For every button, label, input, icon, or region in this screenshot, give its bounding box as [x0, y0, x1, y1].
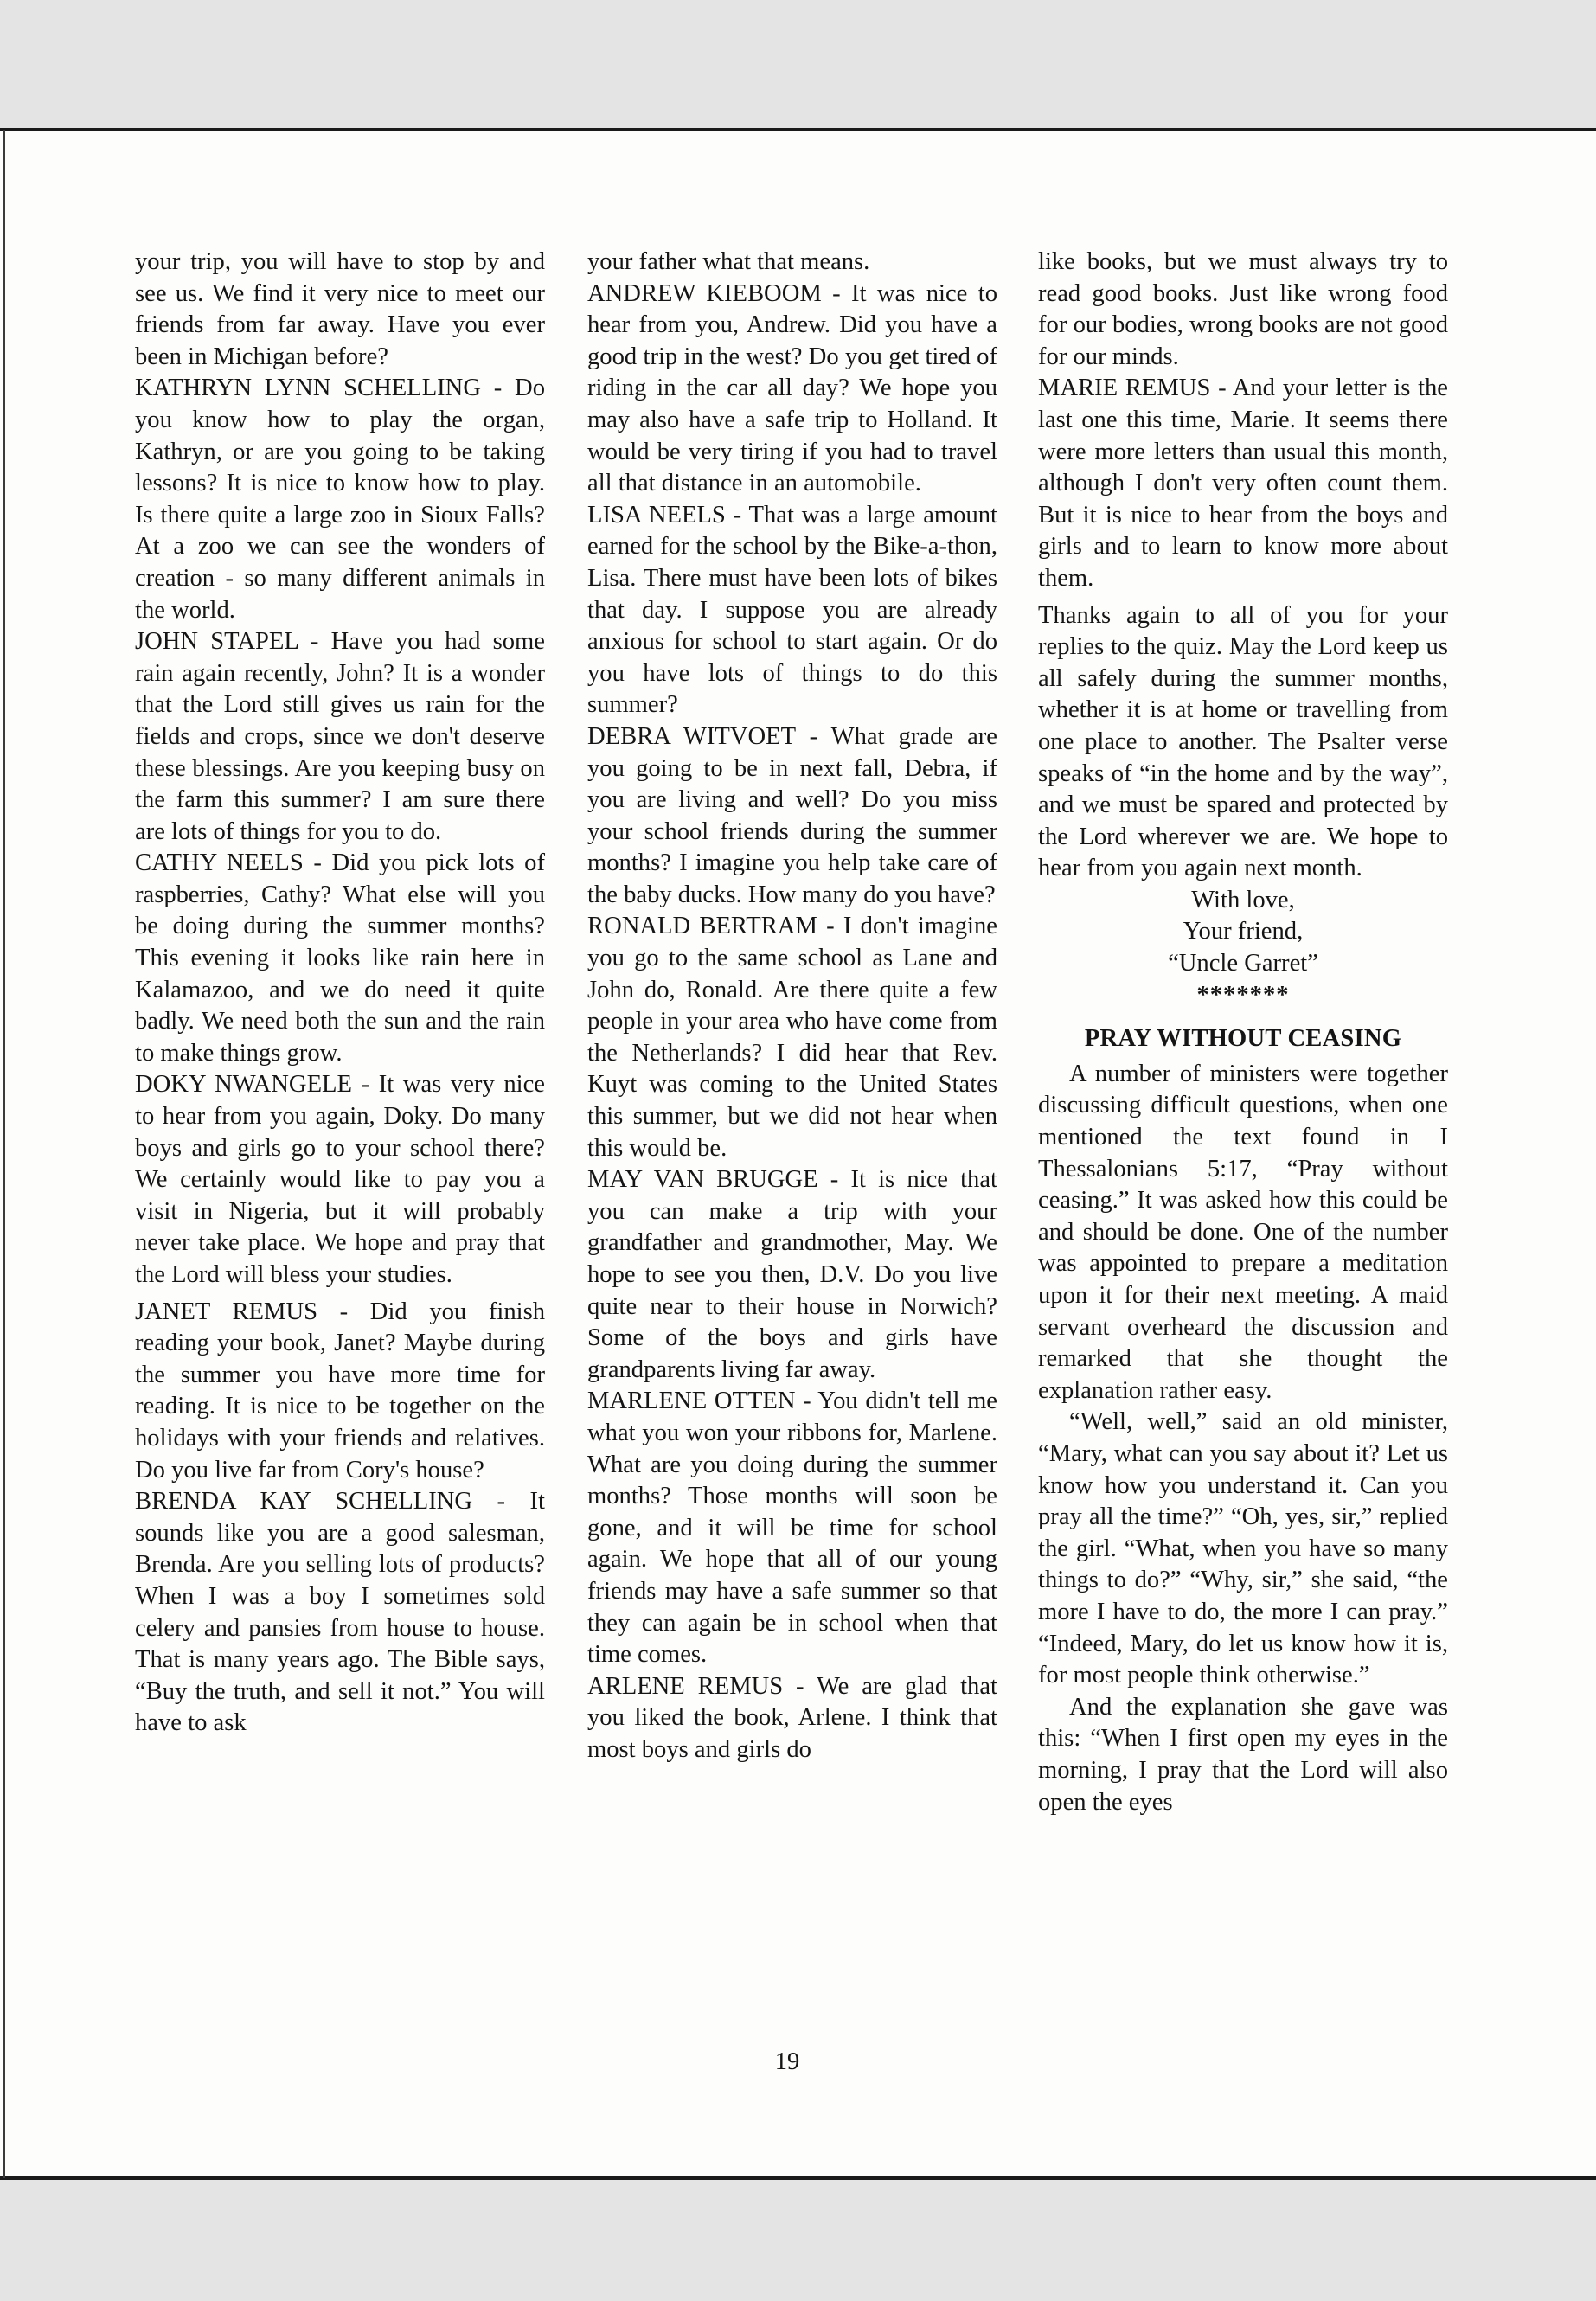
letter-reply-arlene: ARLENE REMUS - We are glad that you liked the book, Arlene. I think that most boys and girls do — [587, 1672, 997, 1763]
closing-paragraph: Thanks again to all of you for your replies to the quiz. May the Lord keep us all safely during the summer months, whether it is at home or travelling from one place to another. The Psalter verse speaks of “in the home and by the way”, and we must be spared and protected by the Lord wherever we are. We hope to hear from you again next month. — [1038, 601, 1448, 882]
letter-reply-janet: JANET REMUS - Did you finish reading your book, Janet? Maybe during the summer you have more time for reading. It is nice to be together on the holidays with your friends and relatives. Do you live far from Cory's house? — [135, 1298, 545, 1484]
column-left — [135, 247, 545, 1740]
article-paragraph: And the explanation she gave was this: “When I first open my eyes in the morning, I pray that the Lord will also open the eyes — [1038, 1693, 1448, 1816]
paragraph: your father what that means. — [587, 248, 870, 275]
letter-reply-brenda: BRENDA KAY SCHELLING - It sounds like you are a good salesman, Brenda. Are you selling lots of products? When I was a boy I sometimes sold celery and pansies from house to house. That is many years ago. The Bible says, “Buy the truth, and sell it not.” You will have to ask — [135, 1488, 545, 1737]
section-divider: ******* — [1196, 981, 1290, 1009]
letter-reply-doky: DOKY NWANGELE - It was very nice to hear from you again, Doky. Do many boys and girls go to your school there? We certainly would like to pay you a visit in Nigeria, but it will probably never take place. We hope and pray that the Lord will bless your studies. — [135, 1071, 545, 1288]
letter-reply-cathy: CATHY NEELS - Did you pick lots of raspberries, Cathy? What else will you be doing during the summer months? This evening it looks like rain here in Kalamazoo, and we do need it quite badly. We need both the sun and the rain to make things grow. — [135, 849, 545, 1067]
signoff-signature: “Uncle Garret” — [1168, 950, 1318, 977]
letter-reply-john: JOHN STAPEL - Have you had some rain again recently, John? It is a wonder that the Lord still gives us rain for the fields and crops, since we don't deserve these blessings. Are you keeping busy on the farm this summer? I am sure there are lots of things for you to do. — [135, 628, 545, 845]
paragraph: like books, but we must always try to read good books. Just like wrong food for our bodies, wrong books are not good for our minds. — [1038, 248, 1448, 370]
paragraph: your trip, you will have to stop by and see us. We find it very nice to meet our friends from far away. Have you ever been in Michigan before? — [135, 248, 545, 370]
article-paragraph: A number of ministers were together discussing difficult questions, when one mentioned the text found in I Thessalonians 5:17, “Pray without ceasing.” It was asked how this could be and should be done. One of the number was appointed to prepare a meditation upon it for their next meeting. A maid servant overheard the discussion and remarked that she thought the explanation rather easy. — [1038, 1060, 1448, 1404]
signoff-friend: Your friend, — [1183, 918, 1304, 945]
article-paragraph: “Well, well,” said an old minister, “Mary, what can you say about it? Let us know how you understand it. Can you pray all the time?” “Oh, yes, sir,” replied the girl. “What, when you have so many things to do?” “Why, sir,” she said, “the more I have to do, the more I can pray.” “Indeed, Mary, do let us know how it is, for most people think otherwise.” — [1038, 1408, 1448, 1689]
column-middle — [587, 247, 997, 1766]
page-edge-rule — [3, 130, 5, 2178]
letter-reply-may: MAY VAN BRUGGE - It is nice that you can make a trip with your grandfather and grandmother, May. We hope to see you then, D.V. Do you live quite near to their house in Norwich? Some of the boys and girls have grandparents living far away. — [587, 1166, 997, 1383]
letter-reply-marie: MARIE REMUS - And your letter is the last one this time, Marie. It seems there were more letters than usual this month, although I don't very often count them. But it is nice to hear from the boys and girls and to learn to know more about them. — [1038, 375, 1448, 592]
letter-reply-ronald: RONALD BERTRAM - I don't imagine you go to the same school as Lane and John do, Ronald. Are there quite a few people in your area who have come from the Netherlands? I did hear that Rev. Kuyt was coming to the United States this summer, but we did not hear when this would be. — [587, 913, 997, 1162]
page-number: 19 — [774, 2048, 800, 2075]
letter-reply-andrew: ANDREW KIEBOOM - It was nice to hear from you, Andrew. Did you have a good trip in the west? Do you get tired of riding in the car all day? We hope you may also have a safe trip to Holland. It would be very tiring if you had to travel all that distance in an automobile. — [587, 279, 997, 497]
signoff-greeting: With love, — [1191, 886, 1295, 913]
letter-reply-debra: DEBRA WITVOET - What grade are you going to be in next fall, Debra, if you are living and well? Do you miss your school friends during the summer months? I imagine you help take care of the baby ducks. How many do you have? — [587, 722, 997, 908]
article-title: PRAY WITHOUT CEASING — [1084, 1025, 1402, 1053]
letter-reply-kathryn: KATHRYN LYNN SCHELLING - Do you know how to play the organ, Kathryn, or are you going to be taking lessons? It is nice to know how to play. Is there quite a large zoo in Sioux Falls? At a zoo we can see the wonders of creation - so many different animals in the world. — [135, 375, 545, 624]
letter-reply-lisa: LISA NEELS - That was a large amount earned for the school by the Bike-a-thon, Lisa. There must have been lots of bikes that day. I suppose you are already anxious for school to start again. Or do you have lots of things to do this summer? — [587, 501, 997, 719]
letter-reply-marlene: MARLENE OTTEN - You didn't tell me what you won your ribbons for, Marlene. What are you doing during the summer months? Those months will soon be gone, and it will be time for school again. We hope that all of our young friends may have a safe summer so that they can again be in school when that time comes. — [587, 1388, 997, 1669]
column-right — [1038, 247, 1448, 1818]
